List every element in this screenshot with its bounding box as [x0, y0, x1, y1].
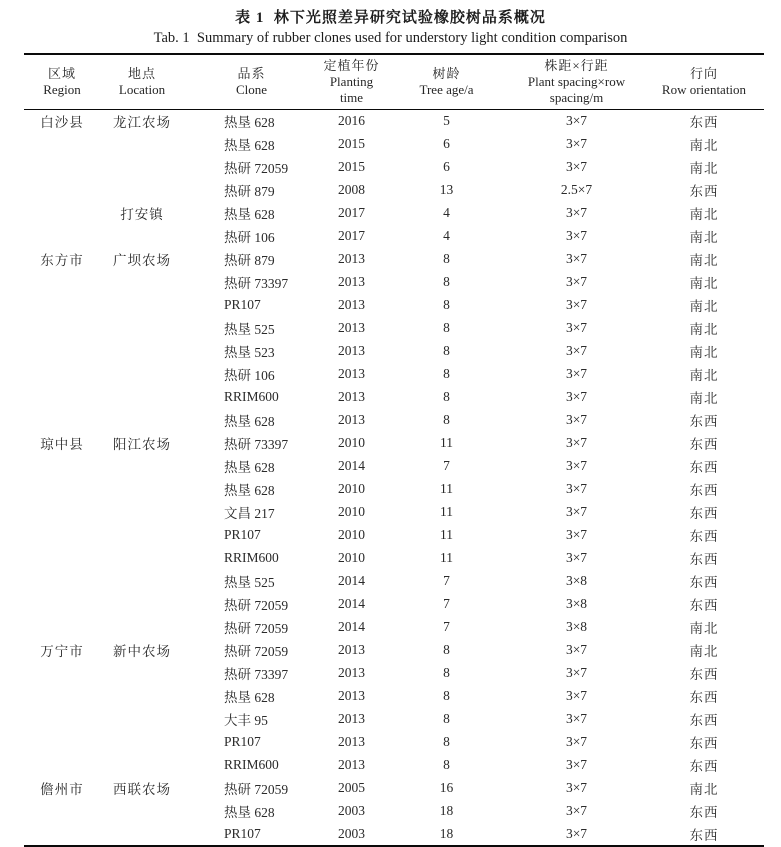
col-header-planting-time-cn: 定植年份: [323, 58, 380, 73]
cell-clone: 热研 72059: [224, 161, 289, 176]
cell-clone: 热研 72059: [224, 621, 289, 636]
cell-location: 打安镇: [120, 207, 164, 222]
cell-orientation: 东西: [689, 598, 719, 613]
cell-orientation: 南北: [689, 322, 719, 337]
cell-tree-age: 8: [443, 320, 450, 335]
cell-location: [100, 225, 184, 248]
cell-clone: RRIM600: [224, 389, 279, 404]
cell-clone: 热研 72059: [224, 644, 289, 659]
cell-location: [100, 754, 184, 777]
cell-planting-time: 2013: [338, 320, 365, 335]
cell-tree-age: 8: [443, 412, 450, 427]
cell-tree-age: 11: [440, 504, 453, 519]
cell-orientation: 南北: [689, 345, 719, 360]
cell-orientation: 东西: [689, 483, 719, 498]
cell-tree-age: 18: [439, 825, 454, 841]
table-row: [24, 455, 764, 478]
cell-spacing: 3×7: [565, 366, 588, 381]
cell-region: [24, 294, 100, 317]
col-header-orientation-en: Row orientation: [661, 82, 747, 97]
cell-planting-time: 2003: [338, 803, 365, 818]
col-header-spacing: [509, 54, 644, 110]
cell-tree-age: 6: [443, 159, 450, 174]
cell-location: [100, 294, 184, 317]
col-header-planting-time: [319, 54, 384, 110]
cell-clone: PR107: [224, 527, 261, 542]
cell-region: [24, 662, 100, 685]
cell-tree-age: 7: [443, 619, 450, 634]
cell-planting-time: 2013: [338, 274, 365, 289]
cell-region: [24, 823, 100, 846]
cell-tree-age: 6: [443, 136, 450, 151]
table-row: [24, 156, 764, 179]
table-row: [24, 708, 764, 731]
col-header-location-cn: 地点: [127, 66, 156, 81]
cell-clone: 文昌 217: [224, 506, 275, 521]
cell-location: [100, 708, 184, 731]
col-header-region: [24, 54, 100, 110]
cell-spacing: 3×7: [565, 825, 588, 841]
table-row: [24, 179, 764, 202]
cell-clone: 热垦 628: [224, 115, 275, 131]
cell-location: [100, 823, 184, 846]
cell-orientation: 东西: [689, 529, 719, 544]
cell-planting-time: 2013: [338, 757, 365, 772]
cell-location: [100, 501, 184, 524]
cell-region: [24, 156, 100, 179]
cell-region: [24, 593, 100, 616]
cell-spacing: 3×7: [565, 734, 588, 749]
cell-spacing: 3×8: [565, 596, 588, 611]
col-header-region-cn: 区域: [47, 66, 76, 81]
table-row: [24, 731, 764, 754]
cell-orientation: 东西: [689, 667, 719, 682]
cell-spacing: 3×7: [565, 205, 588, 220]
cell-clone: 热垦 525: [224, 575, 275, 590]
table-row: [24, 593, 764, 616]
col-header-clone-cn: 品系: [237, 66, 266, 81]
cell-clone: 热垦 525: [224, 322, 275, 337]
cell-region: [24, 708, 100, 731]
cell-planting-time: 2010: [338, 481, 365, 496]
cell-tree-age: 8: [443, 366, 450, 381]
cell-orientation: 南北: [689, 299, 719, 314]
cell-clone: PR107: [224, 734, 261, 749]
cell-planting-time: 2017: [338, 228, 365, 243]
cell-location: [100, 340, 184, 363]
cell-clone: RRIM600: [224, 550, 279, 565]
cell-planting-time: 2013: [338, 412, 365, 427]
table-row: [24, 271, 764, 294]
cell-spacing: 3×7: [565, 665, 588, 680]
cell-tree-age: 8: [443, 711, 450, 726]
cell-orientation: 南北: [689, 644, 719, 659]
cell-planting-time: 2013: [338, 389, 365, 404]
cell-region: [24, 570, 100, 593]
cell-orientation: 东西: [689, 115, 719, 131]
table-row: [24, 409, 764, 432]
cell-spacing: 3×7: [565, 320, 588, 335]
cell-spacing: 3×7: [565, 251, 588, 266]
cell-orientation: 南北: [689, 138, 719, 153]
cell-clone: 热垦 628: [224, 690, 275, 705]
col-header-tree-age-en: Tree age/a: [419, 82, 474, 97]
cell-clone: 热垦 628: [224, 414, 275, 429]
cell-spacing: 3×7: [565, 389, 588, 404]
cell-location: [100, 570, 184, 593]
cell-spacing: 3×7: [565, 297, 588, 312]
cell-spacing: 3×7: [565, 481, 588, 496]
cell-orientation: 东西: [689, 759, 719, 774]
cell-planting-time: 2015: [338, 136, 365, 151]
table-row: [24, 524, 764, 547]
cell-planting-time: 2008: [338, 182, 365, 197]
table-row: [24, 363, 764, 386]
cell-orientation: 东西: [689, 805, 719, 820]
cell-spacing: 3×7: [565, 688, 588, 703]
cell-spacing: 3×7: [565, 343, 588, 358]
cell-clone: 热研 72059: [224, 598, 289, 613]
cell-location: [100, 386, 184, 409]
cell-region: [24, 754, 100, 777]
cell-clone: 热研 73397: [224, 667, 289, 682]
cell-region: [24, 386, 100, 409]
cell-location: [100, 662, 184, 685]
cell-tree-age: 5: [443, 113, 450, 129]
rubber-clones-table: [24, 53, 764, 847]
cell-planting-time: 2017: [338, 205, 365, 220]
cell-clone: RRIM600: [224, 757, 279, 772]
cell-location: [100, 593, 184, 616]
table-row: [24, 639, 764, 662]
cell-tree-age: 8: [443, 665, 450, 680]
cell-tree-age: 4: [443, 205, 450, 220]
cell-orientation: 南北: [689, 253, 719, 268]
cell-clone: 热垦 628: [224, 207, 275, 222]
cell-planting-time: 2013: [338, 688, 365, 703]
table-row: [24, 478, 764, 501]
cell-clone: 大丰 95: [224, 713, 268, 728]
cell-clone: 热垦 628: [224, 138, 275, 153]
cell-tree-age: 8: [443, 343, 450, 358]
cell-spacing: 3×7: [565, 642, 588, 657]
cell-planting-time: 2013: [338, 665, 365, 680]
cell-tree-age: 11: [440, 527, 453, 542]
col-header-spacing-cn: 株距×行距: [544, 58, 609, 73]
cell-clone: 热研 73397: [224, 437, 289, 452]
cell-orientation: 东西: [689, 184, 719, 199]
cell-orientation: 南北: [689, 368, 719, 383]
cell-spacing: 3×7: [565, 504, 588, 519]
cell-spacing: 3×7: [565, 458, 588, 473]
cell-region: 琼中县: [40, 437, 84, 452]
cell-region: [24, 202, 100, 225]
cell-region: 儋州市: [40, 782, 84, 797]
cell-orientation: 南北: [689, 207, 719, 222]
cell-clone: PR107: [224, 825, 261, 841]
cell-spacing: 2.5×7: [560, 182, 593, 197]
col-header-orientation-cn: 行向: [689, 66, 718, 81]
cell-location: [100, 455, 184, 478]
col-header-location: [100, 54, 184, 110]
cell-tree-age: 18: [439, 803, 454, 818]
cell-clone: PR107: [224, 297, 261, 312]
cell-clone: 热垦 628: [224, 805, 275, 820]
col-header-clone: [184, 54, 319, 110]
cell-spacing: 3×7: [565, 757, 588, 772]
cell-planting-time: 2013: [338, 734, 365, 749]
table-body: [24, 110, 764, 846]
cell-location: [100, 478, 184, 501]
cell-spacing: 3×7: [565, 711, 588, 726]
cell-spacing: 3×7: [565, 527, 588, 542]
cell-planting-time: 2014: [338, 573, 365, 588]
cell-tree-age: 11: [440, 435, 453, 450]
cell-planting-time: 2014: [338, 619, 365, 634]
col-header-orientation: [644, 54, 764, 110]
cell-spacing: 3×7: [565, 274, 588, 289]
cell-location: [100, 731, 184, 754]
cell-orientation: 东西: [689, 827, 719, 843]
cell-location: [100, 616, 184, 639]
cell-tree-age: 8: [443, 757, 450, 772]
cell-orientation: 东西: [689, 690, 719, 705]
cell-planting-time: 2013: [338, 366, 365, 381]
cell-region: [24, 547, 100, 570]
cell-clone: 热研 72059: [224, 782, 289, 797]
cell-tree-age: 8: [443, 734, 450, 749]
table-row: [24, 501, 764, 524]
cell-orientation: 南北: [689, 276, 719, 291]
cell-planting-time: 2010: [338, 527, 365, 542]
cell-planting-time: 2013: [338, 711, 365, 726]
cell-region: [24, 317, 100, 340]
cell-planting-time: 2010: [338, 435, 365, 450]
table-row: [24, 754, 764, 777]
cell-tree-age: 8: [443, 688, 450, 703]
table-title-en: Tab. 1 Summary of rubber clones used for understory light condition comparison: [153, 30, 628, 46]
cell-location: [100, 685, 184, 708]
cell-orientation: 南北: [689, 621, 719, 636]
cell-location: [100, 271, 184, 294]
cell-clone: 热垦 628: [224, 460, 275, 475]
cell-tree-age: 4: [443, 228, 450, 243]
cell-region: [24, 616, 100, 639]
cell-location: 西联农场: [113, 782, 171, 797]
cell-location: 广坝农场: [113, 253, 171, 268]
cell-spacing: 3×7: [565, 780, 588, 795]
cell-region: [24, 455, 100, 478]
cell-tree-age: 7: [443, 596, 450, 611]
table-row: [24, 202, 764, 225]
cell-tree-age: 11: [440, 550, 453, 565]
table-row: [24, 823, 764, 846]
cell-tree-age: 13: [439, 182, 454, 197]
col-header-region-en: Region: [43, 82, 81, 97]
cell-planting-time: 2016: [338, 113, 365, 129]
cell-planting-time: 2013: [338, 343, 365, 358]
table-row: [24, 777, 764, 800]
cell-spacing: 3×8: [565, 573, 588, 588]
cell-location: [100, 156, 184, 179]
cell-spacing: 3×7: [565, 550, 588, 565]
cell-region: [24, 340, 100, 363]
col-header-clone-en: Clone: [235, 82, 268, 97]
header-row: [24, 54, 764, 110]
table-row: [24, 294, 764, 317]
cell-location: [100, 524, 184, 547]
cell-tree-age: 8: [443, 642, 450, 657]
cell-orientation: 南北: [689, 391, 719, 406]
table-row: [24, 547, 764, 570]
cell-tree-age: 8: [443, 274, 450, 289]
cell-location: 新中农场: [113, 644, 171, 659]
cell-planting-time: 2003: [338, 825, 365, 841]
cell-spacing: 3×7: [565, 412, 588, 427]
cell-planting-time: 2010: [338, 504, 365, 519]
cell-clone: 热研 106: [224, 230, 275, 245]
cell-spacing: 3×7: [565, 803, 588, 818]
table-row: [24, 570, 764, 593]
table-row: [24, 662, 764, 685]
table-row: [24, 685, 764, 708]
table-row: [24, 133, 764, 156]
col-header-planting-time-en: Planting time: [329, 74, 374, 105]
cell-tree-age: 8: [443, 251, 450, 266]
cell-clone: 热垦 628: [224, 483, 275, 498]
cell-region: [24, 800, 100, 823]
cell-planting-time: 2014: [338, 596, 365, 611]
cell-planting-time: 2013: [338, 251, 365, 266]
cell-location: [100, 409, 184, 432]
cell-spacing: 3×7: [565, 159, 588, 174]
cell-spacing: 3×7: [565, 113, 588, 129]
cell-tree-age: 8: [443, 297, 450, 312]
cell-location: [100, 800, 184, 823]
cell-region: [24, 731, 100, 754]
cell-location: [100, 179, 184, 202]
cell-orientation: 东西: [689, 552, 719, 567]
cell-orientation: 南北: [689, 230, 719, 245]
col-header-tree-age: [384, 54, 509, 110]
cell-location: [100, 133, 184, 156]
cell-region: [24, 179, 100, 202]
cell-region: [24, 524, 100, 547]
cell-region: [24, 225, 100, 248]
cell-orientation: 东西: [689, 575, 719, 590]
cell-planting-time: 2013: [338, 642, 365, 657]
cell-location: [100, 317, 184, 340]
table-row: [24, 386, 764, 409]
cell-tree-age: 16: [439, 780, 454, 795]
cell-region: [24, 133, 100, 156]
cell-region: 白沙县: [40, 115, 84, 131]
cell-region: [24, 685, 100, 708]
table-title-cn: 表 1 林下光照差异研究试验橡胶树品系概况: [235, 10, 546, 26]
cell-location: [100, 547, 184, 570]
cell-tree-age: 7: [443, 573, 450, 588]
col-header-tree-age-cn: 树龄: [432, 66, 461, 81]
col-header-spacing-en: Plant spacing×row spacing/m: [527, 74, 626, 105]
cell-spacing: 3×7: [565, 228, 588, 243]
cell-planting-time: 2005: [338, 780, 365, 795]
cell-location: 阳江农场: [113, 437, 171, 452]
cell-planting-time: 2010: [338, 550, 365, 565]
cell-region: 万宁市: [40, 644, 84, 659]
table-row: [24, 800, 764, 823]
cell-orientation: 南北: [689, 161, 719, 176]
cell-location: [100, 363, 184, 386]
table-row: [24, 317, 764, 340]
cell-planting-time: 2013: [338, 297, 365, 312]
cell-spacing: 3×7: [565, 136, 588, 151]
cell-region: [24, 478, 100, 501]
cell-orientation: 东西: [689, 506, 719, 521]
cell-orientation: 南北: [689, 782, 719, 797]
cell-orientation: 东西: [689, 414, 719, 429]
cell-clone: 热研 106: [224, 368, 275, 383]
cell-region: [24, 409, 100, 432]
cell-region: [24, 271, 100, 294]
cell-clone: 热研 73397: [224, 276, 289, 291]
cell-tree-age: 8: [443, 389, 450, 404]
cell-spacing: 3×7: [565, 435, 588, 450]
cell-clone: 热研 879: [224, 253, 275, 268]
cell-spacing: 3×8: [565, 619, 588, 634]
col-header-location-en: Location: [118, 82, 166, 97]
cell-planting-time: 2015: [338, 159, 365, 174]
cell-region: [24, 363, 100, 386]
table-row: [24, 248, 764, 271]
cell-orientation: 东西: [689, 437, 719, 452]
cell-region: 东方市: [40, 253, 84, 268]
cell-planting-time: 2014: [338, 458, 365, 473]
cell-region: [24, 501, 100, 524]
cell-tree-age: 11: [440, 481, 453, 496]
table-row: [24, 340, 764, 363]
table-row: [24, 110, 764, 133]
table-row: [24, 225, 764, 248]
cell-clone: 热研 879: [224, 184, 275, 199]
table-header: [24, 54, 764, 110]
cell-orientation: 东西: [689, 713, 719, 728]
table-row: [24, 616, 764, 639]
cell-orientation: 东西: [689, 460, 719, 475]
cell-location: 龙江农场: [113, 115, 171, 131]
cell-orientation: 东西: [689, 736, 719, 751]
cell-tree-age: 7: [443, 458, 450, 473]
table-row: [24, 432, 764, 455]
cell-clone: 热垦 523: [224, 345, 275, 360]
